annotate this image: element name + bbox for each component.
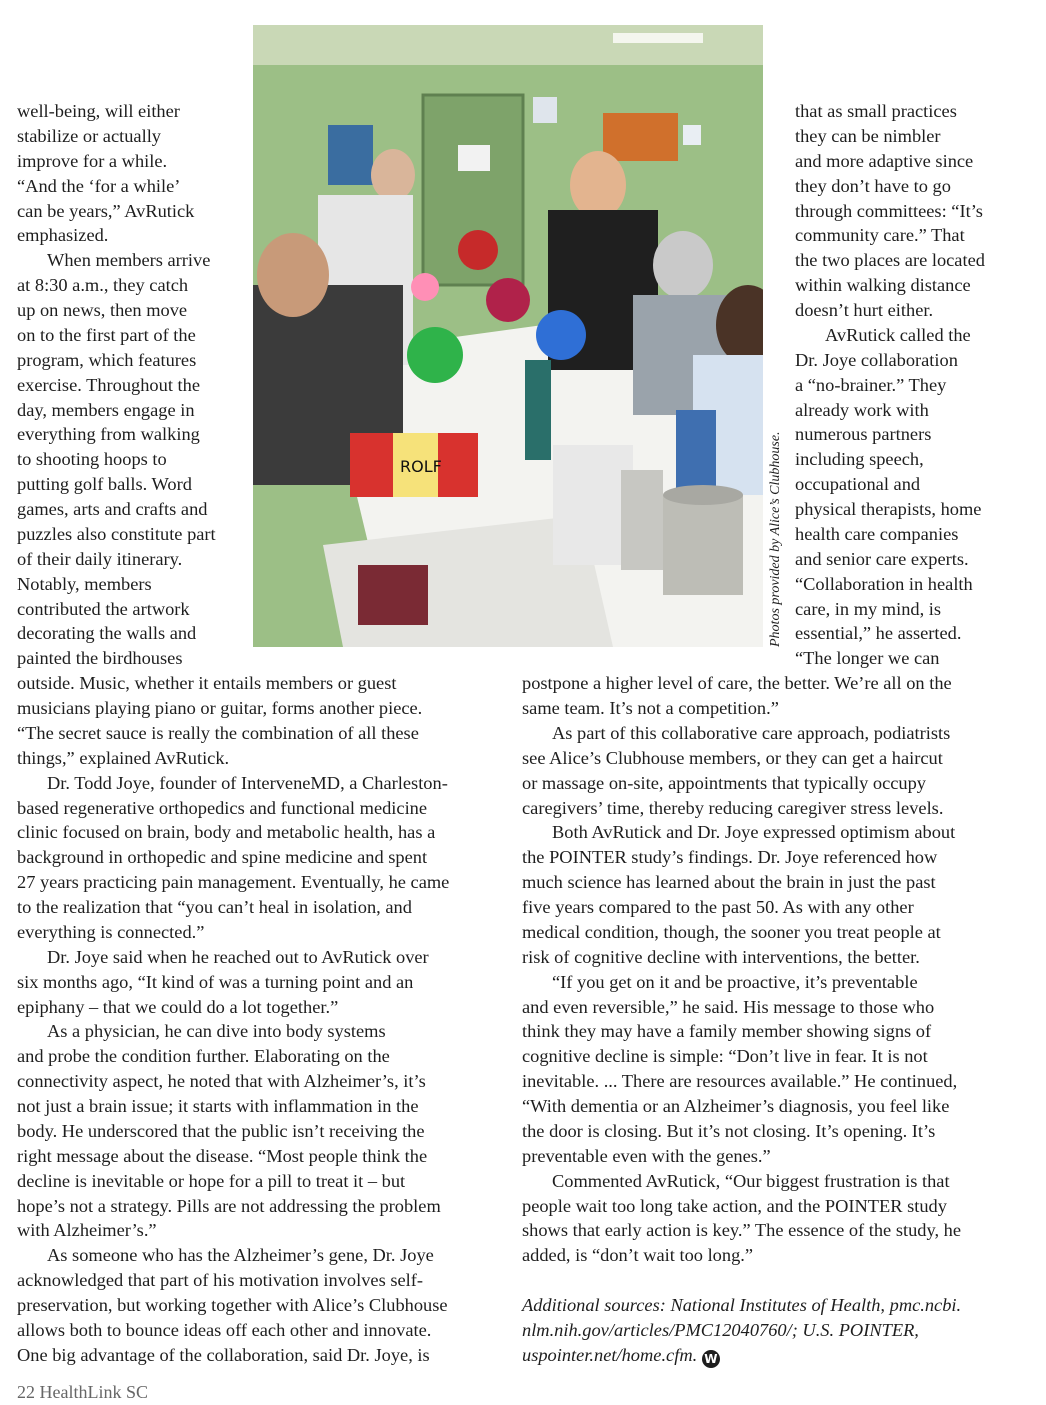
text-line: think they may have a family member showing signs of: [522, 1021, 932, 1041]
text-line: and even reversible,” he said. His message to those who: [522, 997, 935, 1017]
text-line: care, in my mind, is: [795, 599, 942, 619]
text-line: Additional sources: National Institutes of Health, pmc.ncbi.: [522, 1295, 962, 1315]
sources-last-line: [522, 1343, 720, 1368]
text-line: on to the first part of the: [17, 325, 196, 345]
text-line: added, is “don’t wait too long.”: [522, 1245, 754, 1265]
text-line: doesn’t hurt either.: [795, 300, 934, 320]
photo-illustration: [253, 25, 763, 647]
text-line: decline is inevitable or hope for a pill to treat it – but: [17, 1171, 406, 1191]
text-line: essential,” he asserted.: [795, 623, 962, 643]
end-mark-icon: W: [702, 1350, 720, 1368]
text-line: “If you get on it and be proactive, it’s preventable: [552, 972, 918, 992]
text-line: musicians playing piano or guitar, forms another piece.: [17, 698, 423, 718]
text-line: As a physician, he can dive into body systems: [47, 1021, 386, 1041]
text-line: well-being, will either: [17, 101, 180, 121]
text-line: body. He underscored that the public isn’t receiving the: [17, 1121, 425, 1141]
text-line: inevitable. ... There are resources available.” He continued,: [522, 1071, 958, 1091]
text-line: nlm.nih.gov/articles/PMC12040760/; U.S. POINTER,: [522, 1320, 919, 1340]
text-line: through committees: “It’s: [795, 201, 983, 221]
text-line: everything from walking: [17, 424, 200, 444]
text-line: up on news, then move: [17, 300, 188, 320]
text-line: or massage on-site, appointments that typically occupy: [522, 773, 926, 793]
text-line: Dr. Todd Joye, founder of InterveneMD, a Charleston-: [47, 773, 448, 793]
text-line: puzzles also constitute part: [17, 524, 216, 544]
text-line: stabilize or actually: [17, 126, 162, 146]
text-line: cognitive decline is simple: “Don’t live in fear. It is not: [522, 1046, 928, 1066]
text-line: preservation, but working together with Alice’s Clubhouse: [17, 1295, 448, 1315]
rolf-sign: ROLF: [400, 457, 442, 476]
text-line: day, members engage in: [17, 400, 195, 420]
text-line: decorating the walls and: [17, 623, 197, 643]
text-line: hope’s not a strategy. Pills are not addressing the problem: [17, 1196, 441, 1216]
text-line: background in orthopedic and spine medicine and spent: [17, 847, 428, 867]
text-line: preventable even with the genes.”: [522, 1146, 771, 1166]
text-line: everything is connected.”: [17, 922, 205, 942]
page-footer: 22 HealthLink SC: [17, 1382, 148, 1402]
text-line: physical therapists, home: [795, 499, 982, 519]
text-line: allows both to bounce ideas off each other and innovate.: [17, 1320, 432, 1340]
text-line: painted the birdhouses: [17, 648, 183, 668]
text-line: community care.” That: [795, 225, 965, 245]
text-line: and more adaptive since: [795, 151, 974, 171]
text-line: with Alzheimer’s.”: [17, 1220, 157, 1240]
text-line: risk of cognitive decline with interventions, the better.: [522, 947, 920, 967]
text-line: connectivity aspect, he noted that with Alzheimer’s, it’s: [17, 1071, 426, 1091]
text-line: epiphany – that we could do a lot together.”: [17, 997, 339, 1017]
article-photo: [253, 25, 763, 647]
text-line: see Alice’s Clubhouse members, or they can get a haircut: [522, 748, 943, 768]
text-line: same team. It’s not a competition.”: [522, 698, 779, 718]
text-line: AvRutick called the: [825, 325, 971, 345]
text-line: within walking distance: [795, 275, 971, 295]
text-line: outside. Music, whether it entails members or guest: [17, 673, 397, 693]
text-line: things,” explained AvRutick.: [17, 748, 230, 768]
text-line: much science has learned about the brain in just the past: [522, 872, 936, 892]
text-line: that as small practices: [795, 101, 957, 121]
text-line: Both AvRutick and Dr. Joye expressed optimism about: [552, 822, 956, 842]
text-line: Dr. Joye collaboration: [795, 350, 958, 370]
text-line: clinic focused on brain, body and metabolic health, has a: [17, 822, 436, 842]
text-line: Dr. Joye said when he reached out to AvRutick over: [47, 947, 429, 967]
text-line: at 8:30 a.m., they catch: [17, 275, 189, 295]
text-line: of their daily itinerary.: [17, 549, 183, 569]
text-line: numerous partners: [795, 424, 932, 444]
photo-credit: Photos provided by Alice’s Clubhouse.: [768, 431, 783, 647]
text-line: not just a brain issue; it starts with inflammation in the: [17, 1096, 419, 1116]
text-line: they can be nimbler: [795, 126, 941, 146]
text-line: program, which features: [17, 350, 197, 370]
text-line: and senior care experts.: [795, 549, 969, 569]
text-line: the door is closing. But it’s not closing. It’s opening. It’s: [522, 1121, 936, 1141]
text-line: putting golf balls. Word: [17, 474, 192, 494]
text-line: emphasized.: [17, 225, 109, 245]
text-line: acknowledged that part of his motivation involves self-: [17, 1270, 424, 1290]
text-line: 27 years practicing pain management. Eventually, he came: [17, 872, 450, 892]
text-line: caregivers’ time, thereby reducing caregiver stress levels.: [522, 798, 944, 818]
text-line: uspointer.net/home.cfm.: [522, 1345, 698, 1365]
text-line: a “no-brainer.” They: [795, 375, 947, 395]
text-line: and probe the condition further. Elaborating on the: [17, 1046, 390, 1066]
text-line: based regenerative orthopedics and functional medicine: [17, 798, 428, 818]
text-line: When members arrive: [47, 250, 211, 270]
text-line: occupational and: [795, 474, 921, 494]
text-line: medical condition, though, the sooner you treat people at: [522, 922, 941, 942]
text-line: shows that early action is key.” The essence of the study, he: [522, 1220, 962, 1240]
text-line: exercise. Throughout the: [17, 375, 200, 395]
text-line: including speech,: [795, 449, 924, 469]
text-line: improve for a while.: [17, 151, 168, 171]
text-line: the POINTER study’s findings. Dr. Joye referenced how: [522, 847, 938, 867]
text-line: can be years,” AvRutick: [17, 201, 195, 221]
text-line: “Collaboration in health: [795, 574, 973, 594]
text-line: the two places are located: [795, 250, 985, 270]
text-line: to the realization that “you can’t heal in isolation, and: [17, 897, 412, 917]
text-line: “With dementia or an Alzheimer’s diagnosis, you feel like: [522, 1096, 950, 1116]
text-line: “The secret sauce is really the combination of all these: [17, 723, 419, 743]
text-line: Commented AvRutick, “Our biggest frustration is that: [552, 1171, 950, 1191]
text-line: contributed the artwork: [17, 599, 190, 619]
text-line: they don’t have to go: [795, 176, 951, 196]
text-line: to shooting hoops to: [17, 449, 167, 469]
text-line: games, arts and crafts and: [17, 499, 208, 519]
text-line: right message about the disease. “Most people think the: [17, 1146, 428, 1166]
text-line: people wait too long take action, and the POINTER study: [522, 1196, 947, 1216]
text-line: already work with: [795, 400, 929, 420]
text-line: health care companies: [795, 524, 959, 544]
text-line: “And the ‘for a while’: [17, 176, 181, 196]
text-line: six months ago, “It kind of was a turning point and an: [17, 972, 414, 992]
text-line: five years compared to the past 50. As with any other: [522, 897, 914, 917]
text-line: “The longer we can: [795, 648, 940, 668]
text-line: As someone who has the Alzheimer’s gene, Dr. Joye: [47, 1245, 434, 1265]
text-line: postpone a higher level of care, the better. We’re all on the: [522, 673, 952, 693]
text-line: One big advantage of the collaboration, said Dr. Joye, is: [17, 1345, 430, 1365]
text-line: Notably, members: [17, 574, 152, 594]
text-line: As part of this collaborative care approach, podiatrists: [552, 723, 951, 743]
